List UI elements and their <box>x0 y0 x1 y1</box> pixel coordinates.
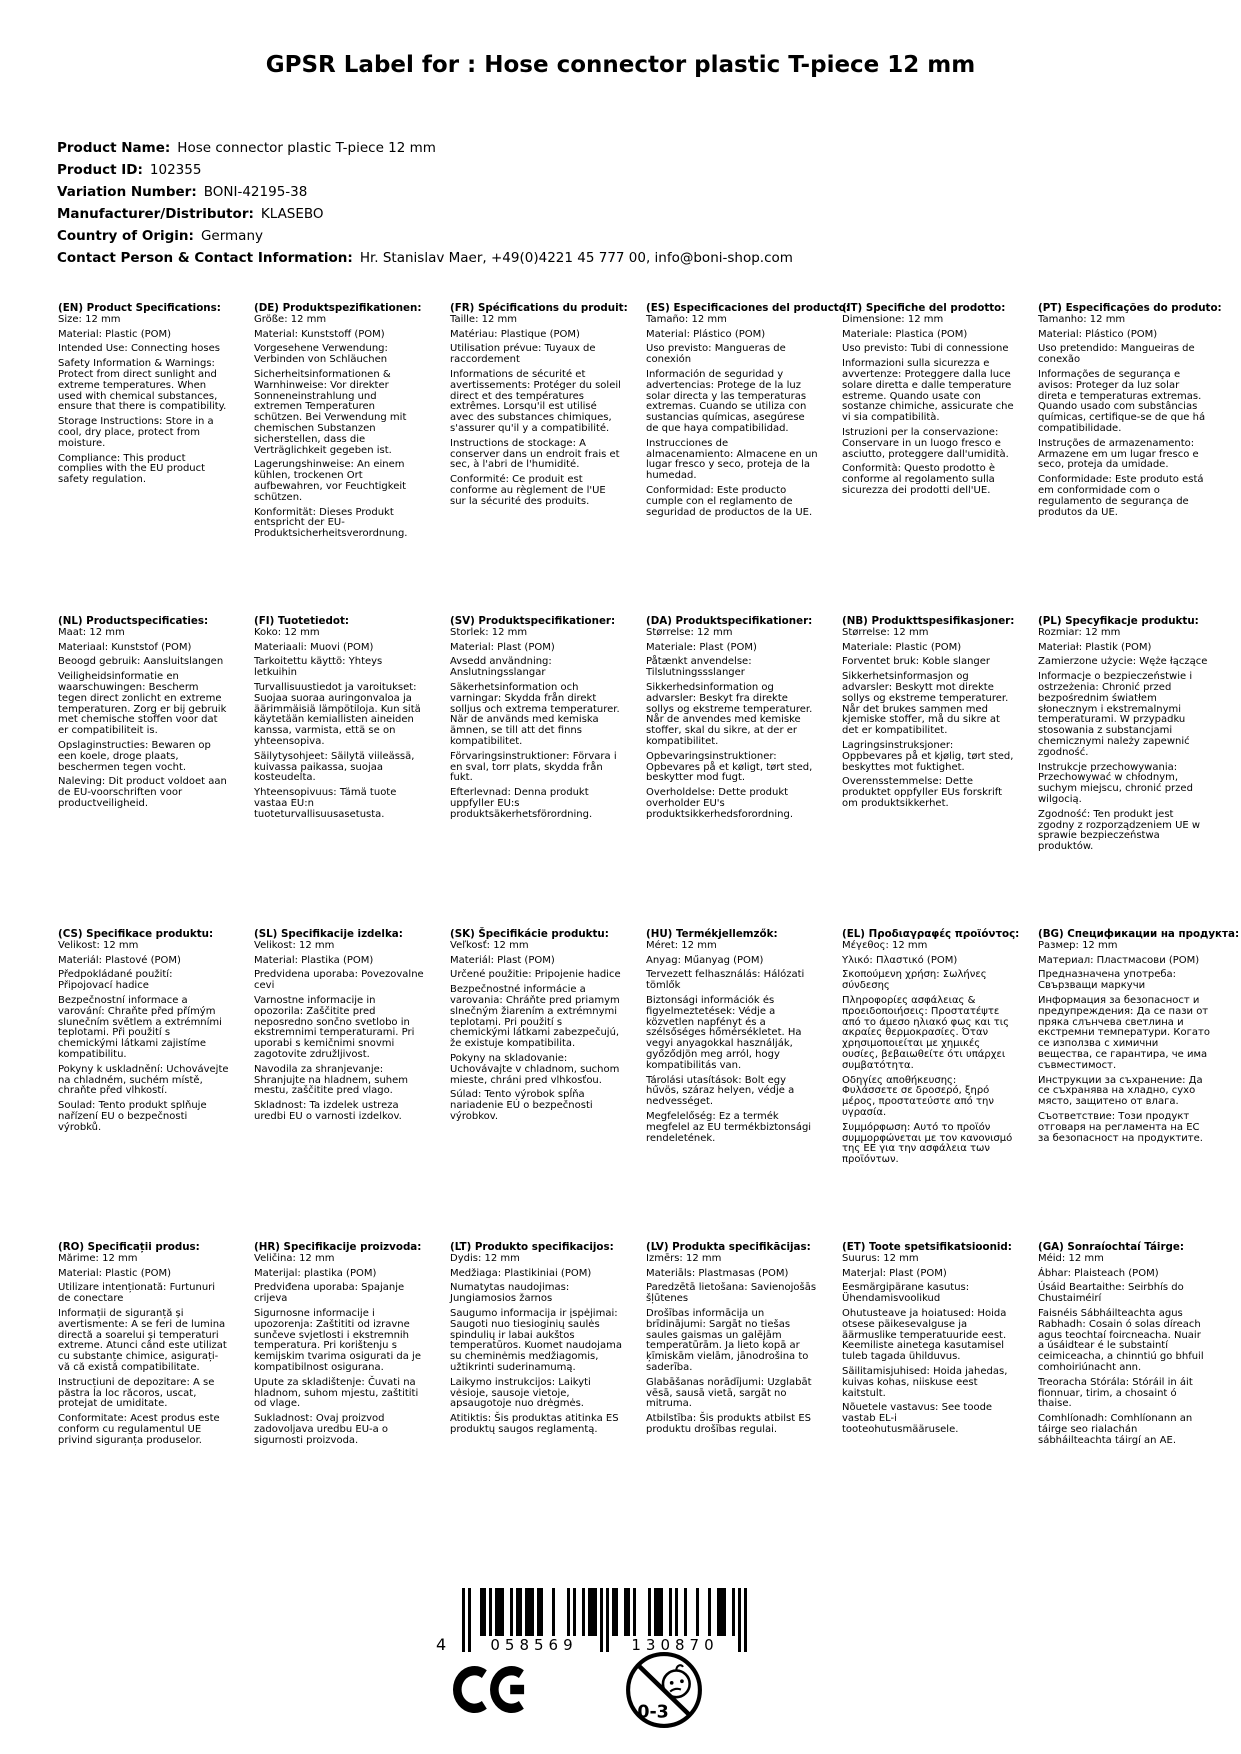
language-block-pt <box>1038 302 1222 616</box>
spec-paragraph: Méid: 12 mm <box>1038 1252 1104 1264</box>
spec-paragraph: Faisnéis Sábháilteachta agus Rabhadh: Cosain ó solas díreach agus teochtaí foircneacha. Nuair a úsáidtear é le substaintí ceimiceacha, a chinntiú go bhfuil comhoiriúnacht ann. <box>1038 1307 1204 1373</box>
language-block-title: (SK) Špecifikácie produktu: <box>450 928 609 940</box>
language-block-title: (NB) Produkttspesifikasjoner: <box>842 615 1015 627</box>
spec-paragraph: Matériau: Plastique (POM) <box>450 328 580 340</box>
language-block-title: (PL) Specyfikacje produktu: <box>1038 615 1199 627</box>
language-block-title: (SL) Specifikacije izdelka: <box>254 928 403 940</box>
spec-paragraph: Navodila za shranjevanje: Shranjujte na hladnem, suhem mestu, zaščitite pred vlago. <box>254 1063 409 1097</box>
field-label: Variation Number: <box>57 184 197 200</box>
barcode-bar <box>723 1588 726 1640</box>
spec-paragraph: Glabāšanas norādījumi: Uzglabāt vēsā, sausā vietā, sargāt no mitruma. <box>646 1376 812 1410</box>
spec-paragraph: Veličina: 12 mm <box>254 1252 335 1264</box>
spec-paragraph: Storage Instructions: Store in a cool, dry place, protect from moisture. <box>58 416 214 449</box>
spec-paragraph: Pokyny na skladovanie: Uchovávajte v chladnom, suchom mieste, chráni pred vlhkosťou. <box>450 1052 620 1086</box>
barcode-bar <box>633 1588 636 1640</box>
language-block-title: (LV) Produkta specifikācijas: <box>646 1241 811 1253</box>
spec-paragraph: Laikymo instrukcijos: Laikyti vėsioje, sausoje vietoje, apsaugotoje nuo drėgmės. <box>450 1376 591 1410</box>
spec-paragraph: Materiale: Plastic (POM) <box>842 641 962 653</box>
barcode-bar <box>606 1588 609 1652</box>
spec-paragraph: Größe: 12 mm <box>254 313 327 325</box>
spec-paragraph: Sukladnost: Ovaj proizvod zadovoljava uredbu EU-a o sigurnosti proizvoda. <box>254 1413 389 1446</box>
barcode-first-digit: 4 <box>436 1635 447 1654</box>
language-block-title: (PT) Especificações do produto: <box>1038 302 1222 314</box>
spec-paragraph: Säilitamisjuhised: Hoida jahedas, kuivas kohas, niiskuse eest kaitstult. <box>842 1365 1008 1399</box>
barcode-bar <box>483 1588 486 1640</box>
spec-paragraph: Bezpečnostní informace a varování: Chraňte před přímým slunečním světlem a extrémními teplotami. Při použití s chemickými látkami zajistíme kompatibilitu. <box>58 994 222 1060</box>
language-block-cs <box>58 929 230 1242</box>
spec-paragraph: Materiál: Plastové (POM) <box>58 954 181 966</box>
spec-paragraph: Koko: 12 mm <box>254 626 320 638</box>
barcode-bar <box>462 1588 465 1652</box>
language-block-hu <box>646 929 818 1242</box>
field-label: Manufacturer/Distributor: <box>57 206 254 222</box>
spec-paragraph: Lagerungshinweise: An einem kühlen, trockenen Ort aufbewahren, vor Feuchtigkeit schützen. <box>254 459 407 503</box>
spec-paragraph: Informações de segurança e avisos: Proteger da luz solar direta e temperaturas extremas. Quando usado com substâncias químicas, certifique-se de que há compatibilidade. <box>1038 368 1206 434</box>
page-title: GPSR Label for : Hose connector plastic T-piece 12 mm <box>265 52 976 78</box>
field-label: Product Name: <box>57 140 171 156</box>
ce-mark-icon <box>452 1662 534 1717</box>
field-value: BONI-42195-38 <box>203 184 308 200</box>
language-block-title: (DA) Produktspecifikationer: <box>646 615 813 627</box>
spec-paragraph: Taille: 12 mm <box>450 313 518 325</box>
language-block-title: (HR) Specifikacije proizvoda: <box>254 1241 422 1253</box>
spec-paragraph: Anyag: Műanyag (POM) <box>646 954 764 966</box>
spec-paragraph: Tamanho: 12 mm <box>1038 313 1126 325</box>
spec-paragraph: Material: Plast (POM) <box>450 641 555 653</box>
language-block-fi <box>254 616 426 929</box>
language-block-title: (IT) Specifiche del prodotto: <box>842 302 1006 314</box>
spec-paragraph: Yhteensopivuus: Tämä tuote vastaa EU:n tuoteturvallisuusasetusta. <box>254 787 397 820</box>
spec-paragraph: Lagringsinstruksjoner: Oppbevares på et kjølig, tørt sted, beskyttes mot fuktighet. <box>842 739 1014 773</box>
barcode-bar <box>600 1588 603 1652</box>
barcode-left-digits: 058569 <box>471 1636 597 1654</box>
spec-paragraph: Sikkerhetsinformasjon og advarsler: Beskytt mot direkte sollys og ekstreme temperaturer. Når det brukes sammen med kjemiske stoffer, må du sikre at det er kompatibilitet. <box>842 671 1009 737</box>
language-block-title: (FR) Spécifications du produit: <box>450 302 628 314</box>
language-block-title: (EL) Προδιαγραφές προϊόντος: <box>842 928 1020 940</box>
spec-paragraph: Säkerhetsinformation och varningar: Skydda från direkt solljus och extrema temperaturer. När de används med kemiska ämnen, se till att det finns kompatibilitet. <box>450 681 620 747</box>
barcode-bar <box>501 1588 504 1640</box>
spec-paragraph: Informații de siguranță și avertismente: A se feri de lumina directă a soarelui și temperaturi extreme. Atunci când este utilizat cu substanțe chimice, asigurați-vă că există compatibilitate. <box>58 1307 227 1373</box>
spec-paragraph: Varnostne informacije in opozorila: Zaščitite pred neposredno sončno svetlobo in ekstremnimi temperaturami. Pri uporabi s kemičnimi snovmi zagotovite združljivost. <box>254 994 415 1060</box>
spec-paragraph: Utilizare intenționată: Furtunuri de conectare <box>58 1282 216 1305</box>
spec-paragraph: Súlad: Tento výrobok spĺňa nariadenie EÚ o bezpečnosti výrobkov. <box>450 1089 593 1122</box>
product-info-row <box>57 159 793 181</box>
spec-paragraph: Uso previsto: Mangueras de conexión <box>646 343 786 366</box>
language-block-ga <box>1038 1242 1210 1555</box>
barcode-bar <box>567 1588 570 1640</box>
spec-paragraph: Predviđena uporaba: Spajanje crijeva <box>254 1282 405 1305</box>
spec-paragraph: Storlek: 12 mm <box>450 626 528 638</box>
spec-paragraph: Comhlíonadh: Comhlíonann an táirge seo rialachán sábháilteachta táirgí an AE. <box>1038 1413 1193 1446</box>
spec-paragraph: Materiale: Plastica (POM) <box>842 328 968 340</box>
spec-paragraph: Tárolási utasítások: Bolt egy hűvös, száraz helyen, védje a nedvességet. <box>646 1074 795 1108</box>
language-block-title: (FI) Tuotetiedot: <box>254 615 349 627</box>
spec-paragraph: Materiaali: Muovi (POM) <box>254 641 374 653</box>
language-block-da <box>646 616 818 929</box>
spec-paragraph: Material: Plástico (POM) <box>1038 328 1158 340</box>
spec-paragraph: Opbevaringsinstruktioner: Opbevares på et køligt, tørt sted, beskytter mod fugt. <box>646 750 813 784</box>
field-value: KLASEBO <box>260 206 324 222</box>
spec-paragraph: Safety Information & Warnings: Protect from direct sunlight and extreme temperatures. When used with chemical substances, ensure that there is compatibility. <box>58 358 227 413</box>
spec-paragraph: Vorgesehene Verwendung: Verbinden von Schläuchen <box>254 343 388 366</box>
spec-paragraph: Veľkosť: 12 mm <box>450 939 529 951</box>
spec-paragraph: Συμμόρφωση: Αυτό το προϊόν συμμορφώνεται με τον κανονισμό της ΕΕ για την ασφάλεια των προϊόντων. <box>842 1121 1013 1166</box>
spec-paragraph: Tervezett felhasználás: Hálózati tömlők <box>646 969 805 992</box>
barcode-bar <box>519 1588 522 1640</box>
language-block-sv <box>450 616 622 929</box>
language-block-title: (DE) Produktspezifikationen: <box>254 302 422 314</box>
spec-paragraph: Πληροφορίες ασφάλειας & προειδοποιήσεις: Προστατέψτε από το άμεσο ηλιακό φως και τις ακραίες θερμοκρασίες. Όταν χρησιμοποιείται με χημικές ουσίες, βεβαιωθείτε ότι υπάρχει συμβατότητα. <box>842 994 1009 1071</box>
spec-paragraph: Størrelse: 12 mm <box>842 626 929 638</box>
spec-paragraph: Skladnost: Ta izdelek ustreza uredbi EU o varnosti izdelkov. <box>254 1100 402 1122</box>
spec-paragraph: Size: 12 mm <box>58 313 121 325</box>
barcode-bar <box>669 1588 672 1640</box>
spec-paragraph: Ohutusteave ja hoiatused: Hoida otsese päikesevalguse ja äärmuslike temperatuuride eest. Keemiliste ainetega kasutamisel tuleb tagada ühilduvus. <box>842 1307 1007 1363</box>
field-value: Hose connector plastic T-piece 12 mm <box>177 140 436 156</box>
spec-paragraph: Atbilstība: Šis produkts atbilst ES produktu drošības regulai. <box>646 1413 812 1435</box>
spec-paragraph: Materijal: plastika (POM) <box>254 1267 377 1279</box>
barcode-bar <box>708 1588 711 1640</box>
barcode-bar <box>738 1588 741 1652</box>
language-block-title: (HU) Termékjellemzők: <box>646 928 778 940</box>
spec-paragraph: Beoogd gebruik: Aansluitslangen <box>58 656 224 668</box>
barcode-bar <box>615 1588 618 1640</box>
spec-paragraph: Mărime: 12 mm <box>58 1252 138 1264</box>
spec-paragraph: Megfelelőség: Ez a termék megfelel az EU termékbiztonsági rendeletének. <box>646 1110 812 1144</box>
field-value: Hr. Stanislav Maer, +49(0)4221 45 777 00, info@boni-shop.com <box>359 250 793 266</box>
field-value: 102355 <box>149 162 202 178</box>
barcode-bar <box>594 1588 597 1640</box>
language-block-sl <box>254 929 426 1242</box>
language-block-title: (RO) Specificații produs: <box>58 1241 200 1253</box>
spec-paragraph: Съответствие: Този продукт отговаря на регламента на ЕС за безопасност на продуктите. <box>1038 1110 1203 1144</box>
barcode-bar <box>648 1588 651 1640</box>
spec-paragraph: Materiaal: Kunststof (POM) <box>58 641 192 653</box>
spec-paragraph: Compliance: This product complies with the EU product safety regulation. <box>58 452 206 486</box>
spec-paragraph: Material: Kunststoff (POM) <box>254 328 385 340</box>
language-block-it <box>842 303 1014 616</box>
language-block-el <box>842 928 1020 1242</box>
spec-paragraph: Velikost: 12 mm <box>254 939 335 951</box>
spec-paragraph: Nõuetele vastavus: See toode vastab EL-i tooteohutusmäärusele. <box>842 1402 993 1435</box>
spec-paragraph: Utilisation prévue: Tuyaux de raccordement <box>450 343 596 366</box>
spec-paragraph: Förvaringsinstruktioner: Förvara i en sval, torr plats, skydda från fukt. <box>450 750 617 784</box>
spec-paragraph: Overholdelse: Dette produkt overholder EU's produktsikkerhedsforordning. <box>646 787 794 820</box>
barcode-right-digits: 130870 <box>612 1636 738 1654</box>
spec-paragraph: Zgodność: Ten produkt jest zgodny z rozporządzeniem UE w sprawie bezpieczeństwa produktów. <box>1038 808 1201 853</box>
spec-paragraph: Instrukcje przechowywania: Przechowywać w chłodnym, suchym miejscu, chronić przed wilgocią. <box>1038 761 1193 805</box>
spec-paragraph: Veiligheidsinformatie en waarschuwingen: Bescherm tegen direct zonlicht en extreme temperaturen. Zorg er bij gebruik met chemische stoffen voor dat er compatibiliteit is. <box>58 671 227 737</box>
barcode-bar <box>660 1588 663 1640</box>
spec-paragraph: Uso pretendido: Mangueiras de conexão <box>1038 343 1195 366</box>
barcode-bar <box>675 1588 678 1640</box>
barcode-bar <box>732 1588 735 1640</box>
spec-paragraph: Material: Plastika (POM) <box>254 954 374 966</box>
language-block-lv <box>646 1242 818 1555</box>
spec-paragraph: Οδηγίες αποθήκευσης: Φυλάσσετε σε δροσερό, ξηρό μέρος, προστατεύστε από την υγρασία. <box>842 1074 994 1118</box>
spec-paragraph: Eesmärgipärane kasutus: Ühendamisvoolikud <box>842 1282 970 1305</box>
spec-paragraph: Informazioni sulla sicurezza e avvertenze: Proteggere dalla luce solare diretta e dalle temperature estreme. Quando usate con sostanze chimiche, assicurate che vi sia compatibilità. <box>842 358 1014 424</box>
language-block-title: (ET) Toote spetsifikatsioonid: <box>842 1241 1012 1253</box>
language-block-et <box>842 1242 1014 1555</box>
spec-paragraph: Materiale: Plast (POM) <box>646 641 757 653</box>
product-info-row <box>57 137 793 159</box>
spec-paragraph: Rozmiar: 12 mm <box>1038 626 1121 638</box>
barcode-bar <box>582 1588 585 1640</box>
spec-paragraph: Opslaginstructies: Bewaren op een koele, droge plaats, beschermen tegen vocht. <box>58 739 211 773</box>
spec-paragraph: Saugumo informacija ir įspėjimai: Saugoti nuo tiesioginių saulės spindulių ir labai aukštos temperatūros. Kuomet naudojama su cheminėmis medžiagomis, užtikrinti suderinamumą. <box>450 1307 622 1373</box>
spec-paragraph: Intended Use: Connecting hoses <box>58 343 220 355</box>
language-block-de <box>254 303 426 616</box>
language-block-title: (GA) Sonraíochtaí Táirge: <box>1038 1241 1185 1253</box>
language-block-es <box>646 302 850 616</box>
spec-paragraph: Treoracha Stórála: Stóráil in áit fionnuar, tirim, a chosaint ó thaise. <box>1038 1376 1193 1410</box>
language-block-fr <box>450 302 628 616</box>
spec-paragraph: Υλικό: Πλαστικό (POM) <box>842 954 958 966</box>
spec-paragraph: Maat: 12 mm <box>58 626 125 638</box>
spec-paragraph: Istruzioni per la conservazione: Conservare in un luogo fresco e asciutto, proteggere dall'umidità. <box>842 426 1009 460</box>
barcode-bar <box>573 1588 576 1640</box>
spec-paragraph: Материал: Пластмасови (POM) <box>1038 954 1200 966</box>
language-block-ro <box>58 1242 230 1555</box>
spec-paragraph: Materiāls: Plastmasas (POM) <box>646 1267 789 1279</box>
language-block-bg <box>1038 928 1240 1242</box>
spec-paragraph: Numatytas naudojimas: Jungiamosios žarnos <box>450 1282 570 1305</box>
spec-paragraph: Konformität: Dieses Produkt entspricht der EU-Produktsicherheitsverordnung. <box>254 506 408 540</box>
spec-paragraph: Sicherheitsinformationen & Warnhinweise: Vor direkter Sonneneinstrahlung und extremen Temperaturen schützen. Bei Verwendung mit chemischen Substanzen sicherstellen, dass die Verträglichkeit gegeben ist. <box>254 368 407 456</box>
spec-paragraph: Предназначена употреба: Свързващи маркучи <box>1038 969 1177 992</box>
spec-paragraph: Размер: 12 mm <box>1038 939 1118 951</box>
spec-paragraph: Instruções de armazenamento: Armazene em um lugar fresco e seco, proteja da umidade. <box>1038 437 1199 471</box>
product-info-row <box>57 247 793 269</box>
language-block-hr <box>254 1242 426 1555</box>
barcode-bar <box>540 1588 543 1640</box>
spec-paragraph: Material: Plastic (POM) <box>58 1267 172 1279</box>
barcode <box>436 1588 747 1658</box>
spec-paragraph: Naleving: Dit product voldoet aan de EU-voorschriften voor productveiligheid. <box>58 776 227 809</box>
language-block-title: (ES) Especificaciones del producto: <box>646 302 850 314</box>
product-info-section <box>57 137 793 269</box>
spec-paragraph: Méret: 12 mm <box>646 939 717 951</box>
spec-paragraph: Säilytysohjeet: Säilytä viileässä, kuivassa paikassa, suojaa kosteudelta. <box>254 750 415 784</box>
language-block-nl <box>58 616 230 929</box>
spec-paragraph: Upute za skladištenje: Čuvati na hladnom, suhom mjestu, zaštititi od vlage. <box>254 1376 419 1410</box>
spec-paragraph: Påtænkt anvendelse: Tilslutningssslanger <box>646 656 752 679</box>
language-specs-grid <box>58 302 1240 1555</box>
language-block-title: (SV) Produktspecifikationer: <box>450 615 616 627</box>
spec-paragraph: Ábhar: Plaisteach (POM) <box>1038 1267 1159 1279</box>
spec-paragraph: Materjal: Plast (POM) <box>842 1267 947 1279</box>
spec-paragraph: Информация за безопасност и предупреждения: Да се пази от пряка слънчева светлина и екстремни температури. Когато се използва с химични вещества, се гарантира, че има съвместимост. <box>1038 994 1210 1071</box>
barcode-bar <box>744 1588 747 1652</box>
spec-paragraph: Atitiktis: Šis produktas atitinka ES produktų saugos reglamentą. <box>450 1413 619 1435</box>
language-block-title: (CS) Specifikace produktu: <box>58 928 214 940</box>
spec-paragraph: Material: Plástico (POM) <box>646 328 766 340</box>
barcode-bar <box>510 1588 513 1640</box>
spec-paragraph: Velikost: 12 mm <box>58 939 139 951</box>
language-block-en <box>58 303 230 616</box>
spec-paragraph: Инструкции за съхранение: Да се съхранява на хладно, сухо място, защитено от влага. <box>1038 1074 1203 1108</box>
spec-paragraph: Turvallisuustiedot ja varoitukset: Suojaa suoraa auringonvaloa ja äärimmäisiä lämpötiloja. Kun sitä käytetään kemiallisten aineiden kanssa, varmista, että se on yhteensopiva. <box>254 681 421 747</box>
spec-paragraph: Izmērs: 12 mm <box>646 1252 722 1264</box>
spec-paragraph: Drošības informācija un brīdinājumi: Sargāt no tiešas saules gaismas un galējām temperatūrām. Ja lieto kopā ar ķīmiskām vielām, jānodrošina to saderība. <box>646 1307 809 1373</box>
language-block-nb <box>842 616 1014 929</box>
spec-paragraph: Dydis: 12 mm <box>450 1252 520 1264</box>
field-label: Contact Person & Contact Information: <box>57 250 353 266</box>
spec-paragraph: Paredzētā lietošana: Savienojošās šļūtenes <box>646 1282 817 1305</box>
spec-paragraph: Pokyny k uskladnění: Uchovávejte na chladném, suchém místě, chraňte před vlhkostí. <box>58 1063 229 1097</box>
language-block-title: (BG) Спецификации на продукта: <box>1038 928 1240 940</box>
field-label: Product ID: <box>57 162 143 178</box>
spec-paragraph: Informations de sécurité et avertissements: Protéger du soleil direct et des températures extrêmes. Lorsqu'il est utilisé avec des substances chimiques, s'assurer qu'il y a compatibilité. <box>450 368 621 434</box>
barcode-bar <box>531 1588 534 1640</box>
field-label: Country of Origin: <box>57 228 194 244</box>
spec-paragraph: Medžiaga: Plastikiniai (POM) <box>450 1267 592 1279</box>
spec-paragraph: Instrucțiuni de depozitare: A se păstra la loc răcoros, uscat, protejat de umiditate. <box>58 1376 215 1410</box>
spec-paragraph: Størrelse: 12 mm <box>646 626 733 638</box>
spec-paragraph: Předpokládané použití: Připojovací hadice <box>58 969 173 992</box>
spec-paragraph: Určené použitie: Pripojenie hadice <box>450 969 621 981</box>
spec-paragraph: Tarkoitettu käyttö: Yhteys letkuihin <box>254 656 383 679</box>
spec-paragraph: Bezpečnostné informácie a varovania: Chráňte pred priamym slnečným žiarením a extrémnymi teplotami. Pri použití s chemickými látkami zabezpečujú, že existuje kompatibilita. <box>450 984 620 1050</box>
spec-paragraph: Úsáid Beartaithe: Seirbhís do Chustaiméirí <box>1038 1282 1184 1305</box>
spec-paragraph: Conformité: Ce produit est conforme au règlement de l'UE sur la sécurité des produits. <box>450 474 606 507</box>
language-block-pl <box>1038 616 1210 929</box>
spec-paragraph: Biztonsági információk és figyelmeztetések: Védje a közvetlen napfényt és a szélsőséges hőmérsékletet. Ha vegyi anyagokkal használják, győződjön meg arról, hogy kompatibilitás van. <box>646 994 802 1071</box>
product-info-row <box>57 203 793 225</box>
spec-paragraph: Conformitate: Acest produs este conform cu regulamentul UE privind siguranța produselor. <box>58 1413 220 1446</box>
barcode-bar <box>627 1588 630 1640</box>
spec-paragraph: Conformidade: Este produto está em conformidade com o regulamento de segurança de produtos da UE. <box>1038 474 1204 518</box>
language-block-sk <box>450 929 622 1242</box>
spec-paragraph: Overensstemmelse: Dette produktet oppfyller EUs forskrift om produktsikkerhet. <box>842 776 1003 809</box>
spec-paragraph: Forventet bruk: Koble slanger <box>842 656 991 668</box>
barcode-bar <box>696 1588 699 1640</box>
spec-paragraph: Σκοπούμενη χρήση: Σωλήνες σύνδεσης <box>842 969 987 992</box>
age-warning-label: 0-3 <box>637 1702 669 1723</box>
age-warning-0-3-icon <box>624 1650 704 1730</box>
spec-paragraph: Soulad: Tento produkt splňuje nařízení EU o bezpečnosti výrobků. <box>58 1100 207 1133</box>
spec-paragraph: Instrucciones de almacenamiento: Almacene en un lugar fresco y seco, proteja de la humedad. <box>646 437 818 482</box>
barcode-bar <box>552 1588 555 1640</box>
spec-paragraph: Tamaño: 12 mm <box>646 313 727 325</box>
spec-paragraph: Información de seguridad y advertencias: Protege de la luz solar directa y las temperaturas extremas. Cuando se utiliza con sustancias químicas, asegúrese de que haya compatibilidad. <box>646 368 807 434</box>
spec-paragraph: Dimensione: 12 mm <box>842 313 944 325</box>
barcode-bar <box>684 1588 687 1640</box>
spec-paragraph: Informacje o bezpieczeństwie i ostrzeżenia: Chronić przed bezpośrednim światłem słonecznym i ekstremalnymi temperaturami. W przypadku stosowania z substancjami chemicznymi należy zapewnić zgodność. <box>1038 671 1193 758</box>
spec-paragraph: Materiał: Plastik (POM) <box>1038 641 1152 653</box>
spec-paragraph: Instructions de stockage: A conserver dans un endroit frais et sec, à l'abri de l'humidité. <box>450 437 620 471</box>
language-block-title: (NL) Productspecificaties: <box>58 615 209 627</box>
product-info-row <box>57 181 793 203</box>
spec-paragraph: Zamierzone użycie: Węże łączące <box>1038 656 1208 668</box>
product-info-row <box>57 225 793 247</box>
field-value: Germany <box>200 228 263 244</box>
barcode-bar <box>489 1588 492 1640</box>
language-block-title: (EN) Product Specifications: <box>58 302 221 314</box>
spec-paragraph: Predvidena uporaba: Povezovalne cevi <box>254 969 424 992</box>
spec-paragraph: Μέγεθος: 12 mm <box>842 939 928 951</box>
language-block-lt <box>450 1242 622 1555</box>
spec-paragraph: Sikkerhedsinformation og advarsler: Beskyt fra direkte sollys og ekstreme temperaturer. Når de anvendes med kemiske stoffer, skal du sikre, at der er kompatibilitet. <box>646 681 813 747</box>
language-block-title: (LT) Produkto specifikacijos: <box>450 1241 614 1253</box>
spec-paragraph: Avsedd användning: Anslutningsslangar <box>450 656 552 679</box>
spec-paragraph: Sigurnosne informacije i upozorenja: Zaštititi od izravne sunčeve svjetlosti i ekstremnih temperatura. Pri korištenju s kemijskim tvarima osigurati da je kompatibilnost osigurana. <box>254 1307 421 1373</box>
spec-paragraph: Suurus: 12 mm <box>842 1252 919 1264</box>
spec-paragraph: Material: Plastic (POM) <box>58 328 172 340</box>
spec-paragraph: Uso previsto: Tubi di connessione <box>842 343 1009 355</box>
spec-paragraph: Materiál: Plast (POM) <box>450 954 555 966</box>
spec-paragraph: Efterlevnad: Denna produkt uppfyller EU:s produktsäkerhetsförordning. <box>450 787 593 820</box>
spec-paragraph: Conformidad: Este producto cumple con el reglamento de seguridad de productos de la UE. <box>646 484 813 518</box>
spec-paragraph: Conformità: Questo prodotto è conforme al regolamento sulla sicurezza dei prodotti dell'UE. <box>842 463 996 496</box>
